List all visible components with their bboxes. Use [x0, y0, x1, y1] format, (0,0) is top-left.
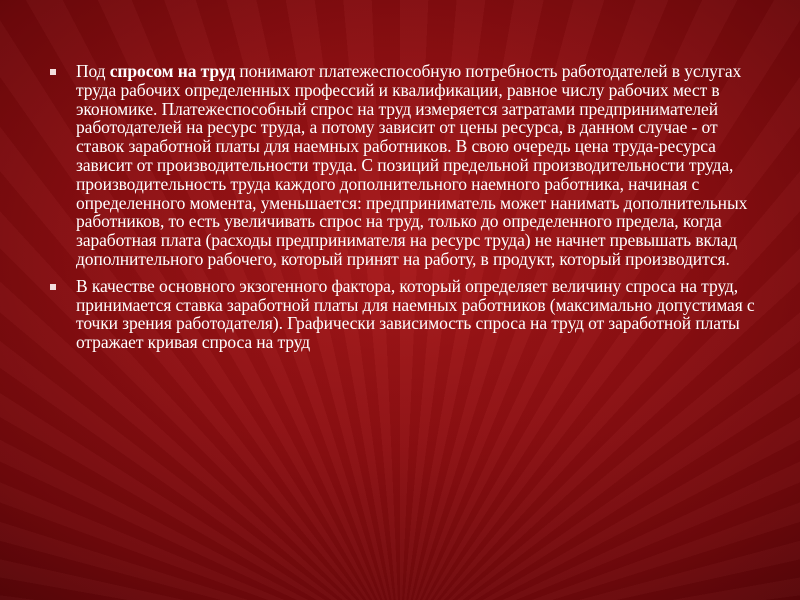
bullet-emphasis-term: спросом на труд — [109, 61, 236, 81]
square-bullet-icon — [50, 69, 56, 75]
bullet-item-labor-demand-definition — [46, 62, 761, 269]
bullet-item-exogenous-factor — [46, 277, 761, 352]
bullet-text-prefix: Под — [76, 61, 110, 81]
square-bullet-icon — [50, 284, 56, 290]
bullet-list — [46, 62, 761, 352]
bullet-text-body: В качестве основного экзогенного фактора, который определяет величину спроса на труд, принимается ставка заработной платы для наемных работников (максимально допустимая с точки зрения работодателя). Графически зависимость спроса на труд от заработной платы отражает кривая спроса на труд — [76, 275, 755, 353]
slide-content — [46, 62, 761, 360]
bullet-text-body: понимают платежеспособную потребность работодателей в услугах труда рабочих определенных профессий и квалификации, равное числу рабочих мест в экономике. Платежеспособный спрос на труд измеряется затратами предпринимателей работодателей на ресурс труда, а потому зависит от цены ресурса, в данном случае - от ставок заработной платы для наемных работников. В свою очередь цена труда-ресурса зависит от производительности труда. С позиций предельной производительности труда, производительность труда каждого дополнительного наемного работника, начиная с определенного момента, уменьшается: предприниматель может нанимать дополнительных работников, то есть увеличивать спрос на труд, только до определенного предела, когда заработная плата (расходы предпринимателя на ресурс труда) не начнет превышать вклад дополнительного рабочего, который принят на работу, в продукт, который производится. — [76, 61, 748, 269]
